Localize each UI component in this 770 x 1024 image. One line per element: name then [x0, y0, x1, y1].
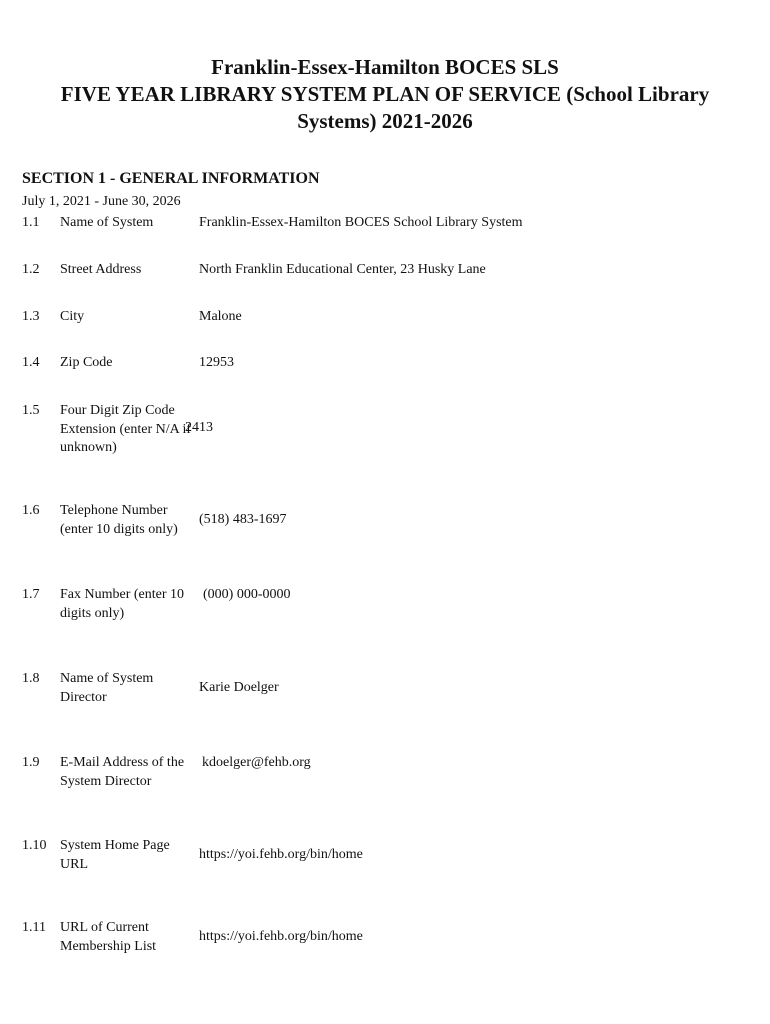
field-label: Street Address — [60, 262, 142, 277]
field-label: System Home Page URL — [60, 838, 170, 872]
document-title — [20, 54, 750, 135]
field-value: 12953 — [199, 355, 234, 370]
field-label: Name of System — [60, 215, 154, 230]
field-label: Fax Number (enter 10 digits only) — [60, 587, 185, 621]
field-value: kdoelger@fehb.org — [202, 755, 311, 770]
field-value: (000) 000-0000 — [203, 587, 291, 602]
title-line-3: Systems) 2021-2026 — [297, 109, 473, 133]
field-label: E-Mail Address of the System Director — [60, 755, 185, 789]
field-value: https://yoi.fehb.org/bin/home — [199, 847, 363, 862]
field-label: Name of System Director — [60, 671, 154, 705]
field-number: 1.7 — [22, 587, 40, 602]
field-number: 1.3 — [22, 309, 40, 324]
field-number: 1.10 — [22, 838, 47, 853]
field-number: 1.11 — [22, 920, 46, 935]
field-label: Telephone Number (enter 10 digits only) — [60, 503, 178, 537]
field-value: (518) 483-1697 — [199, 512, 287, 527]
section-heading: SECTION 1 - GENERAL INFORMATION — [22, 170, 320, 187]
field-number: 1.4 — [22, 355, 40, 370]
field-number: 1.2 — [22, 262, 40, 277]
field-value: 2413 — [185, 420, 213, 435]
field-value: Karie Doelger — [199, 680, 279, 695]
field-value: Malone — [199, 309, 242, 324]
field-value: North Franklin Educational Center, 23 Husky Lane — [199, 262, 486, 277]
field-number: 1.8 — [22, 671, 40, 686]
title-line-1: Franklin-Essex-Hamilton BOCES SLS — [211, 55, 559, 79]
field-number: 1.1 — [22, 215, 40, 230]
field-label: URL of Current Membership List — [60, 920, 157, 954]
field-value: https://yoi.fehb.org/bin/home — [199, 929, 363, 944]
field-label: Zip Code — [60, 355, 113, 370]
field-number: 1.9 — [22, 755, 40, 770]
field-value: Franklin-Essex-Hamilton BOCES School Library System — [199, 215, 523, 230]
field-number: 1.5 — [22, 403, 40, 418]
field-label: Four Digit Zip Code Extension (enter N/A if unknown) — [60, 403, 192, 455]
field-label: City — [60, 309, 85, 324]
date-range: July 1, 2021 - June 30, 2026 — [22, 194, 181, 209]
field-number: 1.6 — [22, 503, 40, 518]
title-line-2: FIVE YEAR LIBRARY SYSTEM PLAN OF SERVICE (School Library — [60, 82, 710, 106]
